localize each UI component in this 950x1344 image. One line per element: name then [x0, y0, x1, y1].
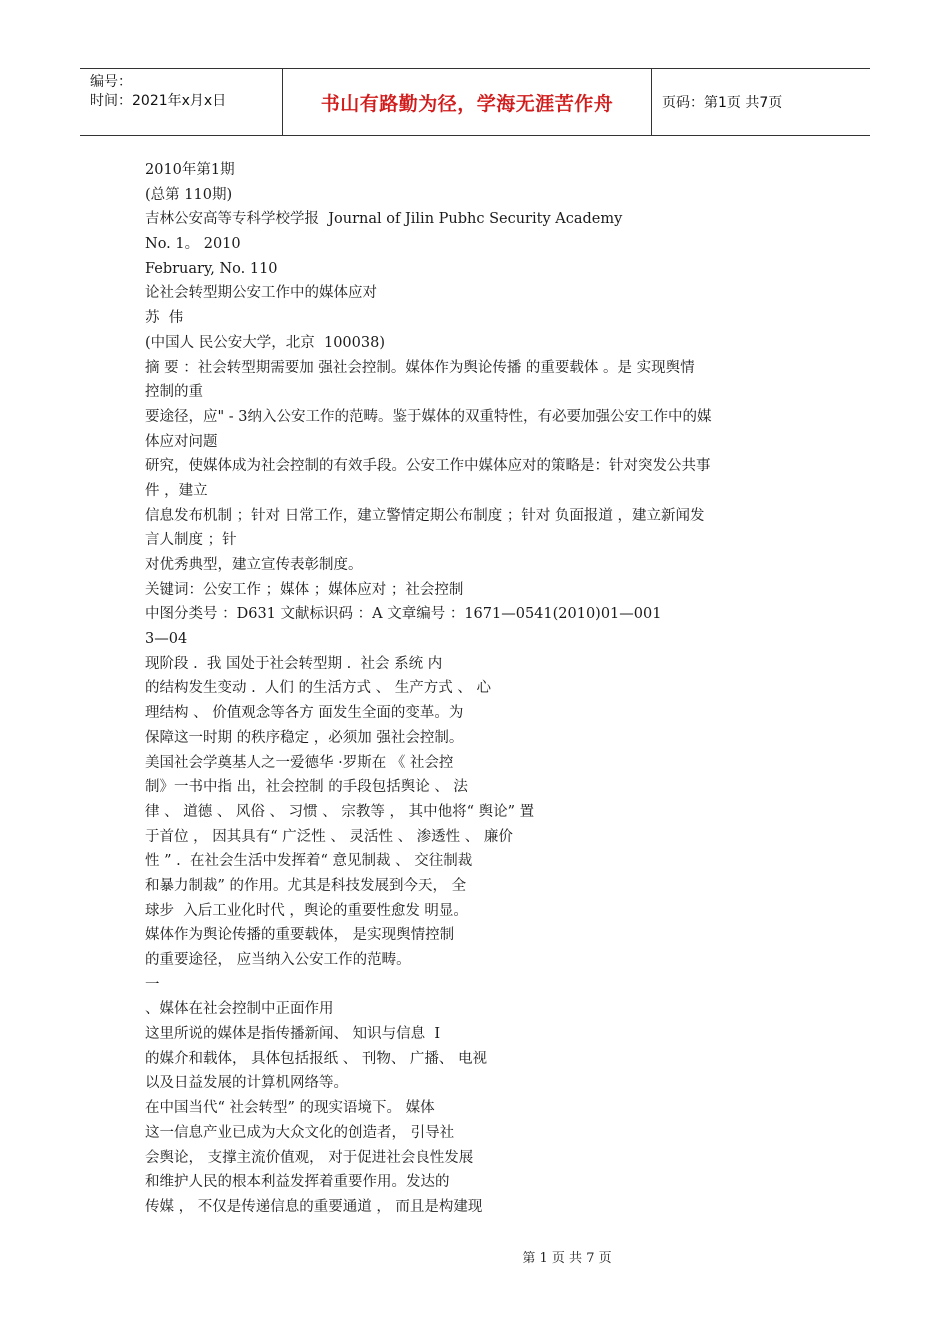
body-line: (总第 110期) [145, 186, 233, 203]
body-line: 的重要途径， 应当纳入公安工作的范畴。 [145, 952, 411, 968]
body-line: 3—04 [145, 631, 188, 648]
document-body [145, 158, 810, 1220]
body-line: 会舆论， 支撑主流价值观， 对于促进社会良性发展 [145, 1149, 474, 1166]
body-line: 媒体作为舆论传播的重要载体， 是实现舆情控制 [145, 927, 455, 944]
body-line: 的结构发生变动 . 人们 的生活方式 、 生产方式 、 心 [145, 680, 491, 697]
motto-text: 书山有路勤为径，学海无涯苦作舟 [320, 92, 614, 115]
footer-page-number: 第 1 页 共 7 页 [522, 1251, 612, 1266]
body-line: (中国人 民公安大学，北京 100038) [145, 334, 385, 351]
body-line: 一 [145, 976, 160, 993]
body-line: 性 ” . 在社会生活中发挥着“ 意见制裁 、 交往制裁 [145, 853, 473, 870]
body-line: 、媒体在社会控制中正面作用 [145, 1001, 334, 1018]
body-line: 言人制度 ；针 [145, 532, 237, 549]
number-label: 编号： [90, 74, 132, 90]
header-motto-cell [282, 69, 652, 135]
body-line: 在中国当代“ 社会转型” 的现实语境下。 媒体 [145, 1100, 435, 1117]
body-line: 摘 要 ：社会转型期需要加 强社会控制。媒体作为舆论传播 的重要载体 。是 实现舆情 [145, 359, 695, 376]
body-line: 件 ，建立 [145, 482, 208, 499]
body-line: 于首位 ， 因其具有“ 广泛性 、 灵活性 、 渗透性 、 廉价 [145, 828, 513, 845]
page-footer [0, 1247, 950, 1266]
body-line: No. 1。 2010 [145, 236, 241, 253]
body-line: 这里所说的媒体是指传播新闻、 知识与信息 I [145, 1026, 441, 1043]
body-line: 以及日益发展的计算机网络等。 [145, 1075, 348, 1092]
body-line: 球步 入后工业化时代 ，舆论的重要性愈发 明显。 [145, 902, 468, 919]
body-line: 论社会转型期公安工作中的媒体应对 [145, 285, 377, 302]
body-line: 体应对问题 [145, 433, 218, 450]
body-line: 要途径，应" - 3纳入公安工作的范畴。鉴于媒体的双重特性，有必要加强公安工作中的媒 [145, 408, 712, 425]
document-header [80, 68, 870, 136]
header-meta [80, 69, 282, 135]
body-line: 和维护人民的根本利益发挥着重要作用。发达的 [145, 1174, 450, 1191]
body-line: 控制的重 [145, 384, 203, 401]
body-line: 和暴力制裁” 的作用。尤其是科技发展到今天， 全 [145, 877, 467, 894]
body-line: 2010年第1期 [145, 162, 235, 178]
body-line: 苏 伟 [145, 310, 184, 327]
body-line: 律 、 道德 、 风俗 、 习惯 、 宗教等 ， 其中他将“ 舆论” 置 [145, 803, 535, 820]
time-label: 时间：2021年x月x日 [90, 93, 227, 109]
body-line: 传媒 ， 不仅是传递信息的重要通道 ， 而且是构建现 [145, 1198, 483, 1215]
body-line: 这一信息产业已成为大众文化的创造者， 引导社 [145, 1124, 455, 1141]
body-line: 信息发布机制 ；针对 日常工作，建立警情定期公布制度 ；针对 负面报道 ，建立新闻发 [145, 507, 705, 524]
body-line: 现阶段 . 我 国处于社会转型期 . 社会 系统 内 [145, 655, 443, 672]
body-line: 研究，使媒体成为社会控制的有效手段。公安工作中媒体应对的策略是：针对突发公共事 [145, 458, 711, 475]
body-line: 保障这一时期 的秩序稳定 ，必须加 强社会控制。 [145, 729, 464, 746]
body-line: 制》一书中指 出，社会控制 的手段包括舆论 、 法 [145, 779, 468, 796]
body-line: 理结构 、 价值观念等各方 面发生全面的变革。为 [145, 705, 464, 722]
body-line: 的媒介和载体， 具体包括报纸 、 刊物、 广播、 电视 [145, 1050, 488, 1067]
header-page-info [652, 69, 870, 135]
body-line: February, No. 110 [145, 260, 278, 277]
page-info-text: 页码：第1页 共7页 [662, 95, 783, 111]
body-line: 吉林公安高等专科学校学报 Journal of Jilin Pubhc Security Academy [145, 211, 623, 228]
body-line: 关键词：公安工作 ；媒体 ；媒体应对 ；社会控制 [145, 581, 464, 598]
body-line: 对优秀典型，建立宣传表彰制度。 [145, 557, 363, 573]
body-line: 中图分类号 ：D631 文献标识码 ：A 文章编号 ：1671—0541(2010)01—001 [145, 606, 662, 623]
body-line: 美国社会学奠基人之一爱德华 ·罗斯在 《 社会控 [145, 754, 454, 771]
